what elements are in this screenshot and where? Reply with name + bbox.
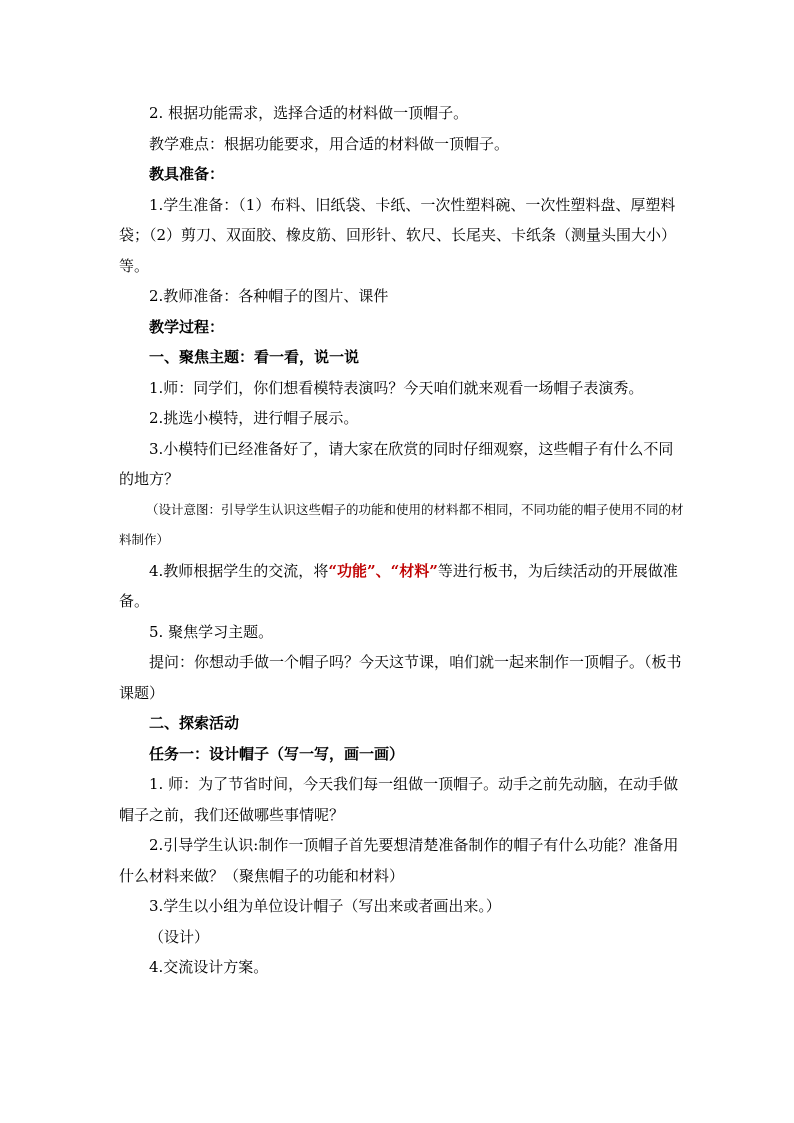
paragraph-task-step-2: 2.引导学生认识:制作一顶帽子首先要想清楚准备制作的帽子有什么功能？准备用什么材料来做？（聚焦帽子的功能和材料）	[119, 836, 679, 885]
paragraph-difficulty: 教学难点：根据功能要求，用合适的材料做一顶帽子。	[149, 134, 510, 153]
design-intent-note: （设计意图：引导学生认识这些帽子的功能和使用的材料都不相同，不同功能的帽子使用不同的材料制作）	[119, 501, 684, 547]
document-page	[119, 98, 684, 983]
paragraph-design: （设计）	[149, 927, 210, 946]
heading-section-1: 一、聚焦主题：看一看，说一说	[149, 348, 360, 366]
paragraph-task-step-4: 4.交流设计方案。	[149, 958, 269, 976]
heading-section-2: 二、探索活动	[149, 714, 240, 732]
paragraph-step-5: 5. 聚焦学习主题。	[149, 622, 274, 641]
paragraph-question: 提问：你想动手做一个帽子吗？今天这节课，咱们就一起来制作一顶帽子。（板书课题）	[119, 653, 682, 702]
paragraph-task-step-1: 1. 师：为了节省时间，今天我们每一组做一顶帽子。动手之前先动脑，在动手做帽子之前，我们还做哪些事情呢？	[119, 775, 679, 824]
paragraph-step-1: 1.师：同学们，你们想看模特表演吗？今天咱们就来观看一场帽子表演秀。	[149, 378, 644, 397]
step-4-text-c: 等进行板书，为后续活动的开展做准备。	[119, 561, 678, 610]
paragraph-teacher-prep: 2.教师准备：各种帽子的图片、课件	[149, 287, 389, 305]
paragraph-student-prep: 1.学生准备：（1）布料、旧纸袋、卡纸、一次性塑料碗、一次性塑料盘、厚塑料袋；（2）剪刀、双面胶、橡皮筋、回形针、软尺、长尾夹、卡纸条（测量头围大小）等。	[119, 195, 677, 275]
heading-task-1: 任务一：设计帽子（写一写，画一画）	[149, 744, 405, 763]
heading-teaching-aids: 教具准备：	[149, 165, 225, 183]
paragraph-goal-2: 2. 根据功能需求，选择合适的材料做一顶帽子。	[149, 104, 469, 122]
paragraph-step-4	[119, 556, 684, 617]
heading-teaching-process: 教学过程：	[149, 317, 225, 336]
step-4-text-a: 4.教师根据学生的交流，将	[149, 561, 329, 580]
paragraph-step-2: 2.挑选小模特，进行帽子展示。	[149, 409, 359, 427]
paragraph-step-3: 3.小模特们已经准备好了，请大家在欣赏的同时仔细观察，这些帽子有什么不同的地方？	[119, 439, 674, 488]
step-4-highlight: “功能”、“材料”	[328, 561, 438, 580]
paragraph-task-step-3: 3.学生以小组为单位设计帽子（写出来或者画出来。）	[149, 897, 501, 915]
